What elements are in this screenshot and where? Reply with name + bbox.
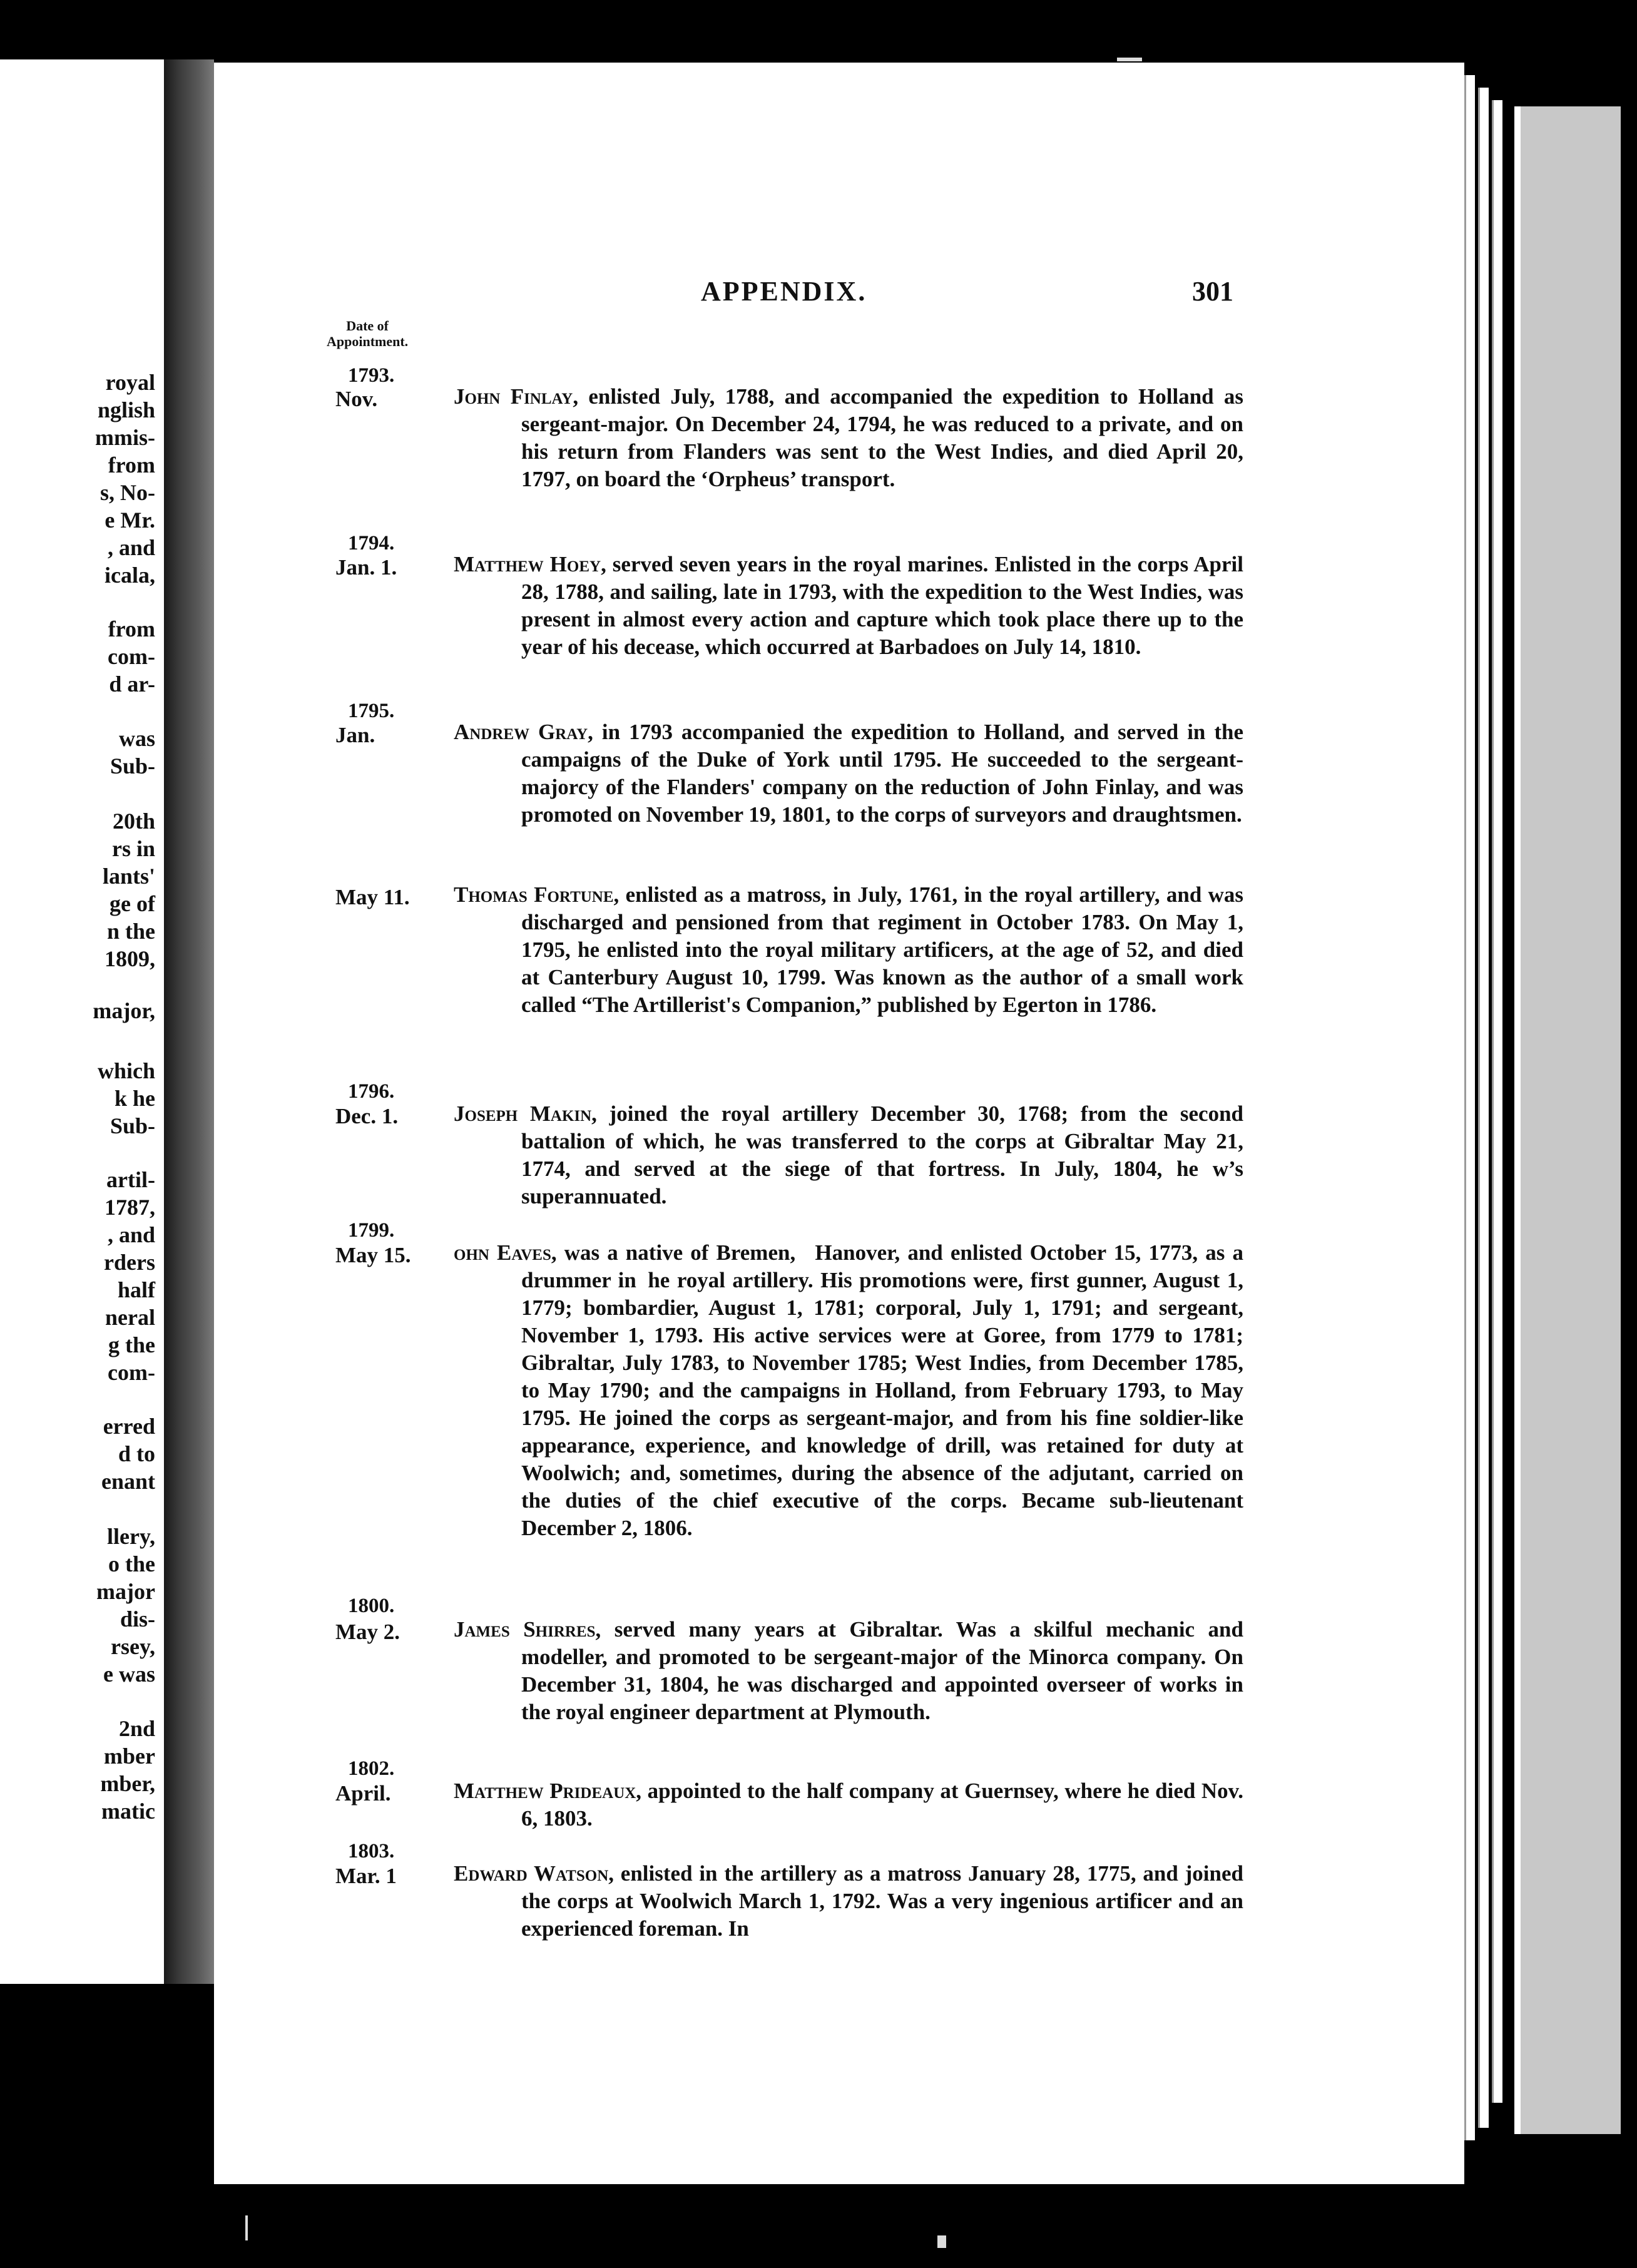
scan-speck <box>245 2215 248 2240</box>
left-page-fragment: o the <box>108 1551 155 1576</box>
left-page-fragment: rs in <box>111 836 155 861</box>
entry-text <box>454 1100 1243 1210</box>
left-page-fragment: 2nd <box>118 1716 155 1741</box>
left-page-fragment: , and <box>107 1222 155 1247</box>
entry-date: Jan. 1. <box>335 555 397 580</box>
entry-name: John Finlay, <box>454 384 579 409</box>
entry-name: ohn Eaves, <box>454 1240 557 1265</box>
entry-body: enlisted as a matross, in July, 1761, in the royal artillery, and was discharged and pensioned from that regiment in October 1783. On May 1, 1795, he enlisted into the royal military artificers, at the age of 52, and died at Canterbury August 10, 1799. Was known as the author of a small work called “The Artillerist's Companion,” published by Egerton in 1786. <box>521 882 1244 1017</box>
entry-year: 1802. <box>348 1757 395 1780</box>
entry-text <box>454 383 1243 493</box>
left-page-fragment: half <box>117 1277 155 1302</box>
entry-date: Mar. 1 <box>335 1864 397 1888</box>
left-page-fragment: royal <box>105 370 155 395</box>
left-page-fragment: lants' <box>102 864 155 889</box>
scan-speck <box>937 2235 946 2248</box>
running-title: APPENDIX. <box>701 276 867 307</box>
column-heading <box>327 318 408 349</box>
entry-year: 1799. <box>348 1219 395 1242</box>
entry-name: Thomas Fortune, <box>454 882 620 907</box>
left-page-fragment: Sub- <box>110 753 155 779</box>
entry-year: 1803. <box>348 1840 395 1862</box>
page-number: 301 <box>1192 276 1233 307</box>
left-page-fragment: rsey, <box>111 1634 155 1659</box>
entry-name: Andrew Gray, <box>454 720 593 744</box>
left-page-fragment: d ar- <box>109 672 155 697</box>
left-page-fragment: which <box>97 1058 155 1083</box>
left-page-fragment: mber, <box>100 1771 155 1796</box>
left-page-fragment: e was <box>103 1662 155 1687</box>
page-edge <box>1478 88 1489 2128</box>
entry-body: served seven years in the royal marines. Enlisted in the corps April 28, 1788, and sailing, late in 1793, with the expedition to the West Indies, was present in almost every action and capture which took place there up to the year of his decease, which occurred at Barbadoes on July 14, 1810. <box>521 552 1243 659</box>
scan-speck <box>1117 58 1142 61</box>
entry-name: Matthew Hoey, <box>454 552 606 576</box>
left-page-fragment: mber <box>104 1744 155 1769</box>
entry-text <box>454 1616 1243 1726</box>
left-page-fragment: d to <box>118 1441 155 1466</box>
left-page-fragment: major, <box>93 998 155 1023</box>
column-heading-line: Date of <box>346 318 389 334</box>
entry-text <box>454 1777 1243 1832</box>
left-page-fragment: 20th <box>112 809 155 834</box>
left-page-fragment: nglish <box>97 397 155 422</box>
left-page-fragment: was <box>118 726 155 751</box>
entry-text <box>454 551 1243 661</box>
entry-year: 1795. <box>348 700 395 722</box>
entry-body: enlisted in the artillery as a matross January 28, 1775, and joined the corps at Woolwich March 1, 1792. Was a very ingenious artificer and an experienced foreman. In <box>521 1861 1243 1941</box>
entry-body: in 1793 accompanied the expedition to Holland, and served in the campaigns of the Duke of York until 1795. He succeeded to the sergeant-majorcy of the Flanders' company on the reduction of John Finlay, and was promoted on November 19, 1801, to the corps of surveyors and draughtsmen. <box>521 720 1243 827</box>
left-page-fragment: com- <box>108 644 155 669</box>
left-page-fragment: 1809, <box>105 946 155 971</box>
left-page-fragment: s, No- <box>100 480 155 505</box>
left-page-fragment: enant <box>101 1469 155 1494</box>
entry-date: April. <box>335 1781 391 1806</box>
entry-year: 1796. <box>348 1080 395 1103</box>
left-page-fragment: 1787, <box>105 1195 155 1220</box>
left-page-fragment: artil- <box>106 1167 155 1192</box>
left-page-fragment: g the <box>108 1332 155 1357</box>
entry-date: Dec. 1. <box>335 1104 399 1128</box>
entry-body: joined the royal artillery December 30, 1768; from the second battalion of which, he was transferred to the corps at Gibraltar May 21, 1774, and served at the siege of that fortress. In July, 1804, he w’s superannuated. <box>521 1101 1244 1208</box>
column-heading-line: Appointment. <box>327 334 409 349</box>
left-page-fragment: from <box>108 452 155 478</box>
left-page-fragment: com- <box>108 1360 155 1385</box>
entry-date: May 11. <box>335 885 410 909</box>
left-page-fragment: dis- <box>120 1606 155 1632</box>
left-page-fragment: major <box>96 1579 155 1604</box>
left-page-fragment: erred <box>103 1414 155 1439</box>
left-page-fragment: k he <box>114 1086 155 1111</box>
left-page-fragment: matic <box>101 1799 155 1824</box>
entry-year: 1793. <box>348 364 395 387</box>
left-page-fragment: e Mr. <box>105 508 155 533</box>
entry-name: Joseph Makin, <box>454 1101 597 1126</box>
left-page-fragment: llery, <box>107 1524 155 1549</box>
entry-body: appointed to the half company at Guernsey, where he died Nov. 6, 1803. <box>521 1779 1243 1831</box>
entry-body: served many years at Gibraltar. Was a skilful mechanic and modeller, and promoted to be sergeant-major of the Minorca company. On December 31, 1804, he was discharged and appointed overseer of works in the royal engineer department at Plymouth. <box>521 1617 1243 1724</box>
entry-date: May 2. <box>335 1620 400 1644</box>
entry-name: James Shirres, <box>454 1617 601 1642</box>
entry-name: Edward Watson, <box>454 1861 614 1886</box>
entry-text <box>454 718 1243 829</box>
book-back-cover <box>1514 106 1621 2134</box>
entry-body: enlisted July, 1788, and accompanied the expedition to Holland as sergeant-major. On December 24, 1794, he was reduced to a private, and on his return from Flanders was sent to the West Indies, and died April 20, 1797, on board the ‘Orpheus’ transport. <box>521 384 1243 491</box>
left-page-fragment: , and <box>107 535 155 560</box>
page-edge <box>1492 100 1502 2103</box>
entry-text <box>454 1239 1243 1542</box>
entry-name: Matthew Prideaux, <box>454 1779 642 1803</box>
entry-year: 1800. <box>348 1595 395 1617</box>
left-page-fragment: ge of <box>110 891 155 916</box>
left-page-fragment: n the <box>106 919 155 944</box>
left-facing-page <box>0 59 164 1984</box>
entry-text <box>454 881 1243 1019</box>
left-page-fragment: neral <box>105 1305 155 1330</box>
entry-body: was a native of Bremen, Hanover, and enlisted October 15, 1773, as a drummer in he royal artillery. His promotions were, first gunner, August 1, 1779; bombardier, August 1, 1781; corporal, July 1, 1791; and sergeant, November 1, 1793. His active services were at Goree, from 1779 to 1781; Gibraltar, July 1783, to November 1785; West Indies, from December 1785, to May 1790; and the campaigns in Holland, from February 1793, to May 1795. He joined the corps as sergeant-major, and from his fine soldier-like appearance, experience, and knowledge of drill, was retained for duty at Woolwich; and, sometimes, during the absence of the adjutant, carried on the duties of the chief executive of the corps. Became sub-lieutenant December 2, 1806. <box>521 1240 1243 1540</box>
entry-date: Nov. <box>335 387 378 411</box>
left-page-fragment: mmis- <box>95 425 155 450</box>
book-gutter <box>164 59 214 1984</box>
entry-date: May 15. <box>335 1243 411 1267</box>
left-page-fragment: from <box>108 616 155 641</box>
entry-date: Jan. <box>335 723 375 747</box>
page-edge <box>1464 75 1475 2140</box>
left-page-fragment: rders <box>104 1250 155 1275</box>
left-page-fragment: Sub- <box>110 1113 155 1138</box>
left-page-fragment: icala, <box>105 563 155 588</box>
entry-year: 1794. <box>348 532 395 554</box>
entry-text <box>454 1860 1243 1943</box>
